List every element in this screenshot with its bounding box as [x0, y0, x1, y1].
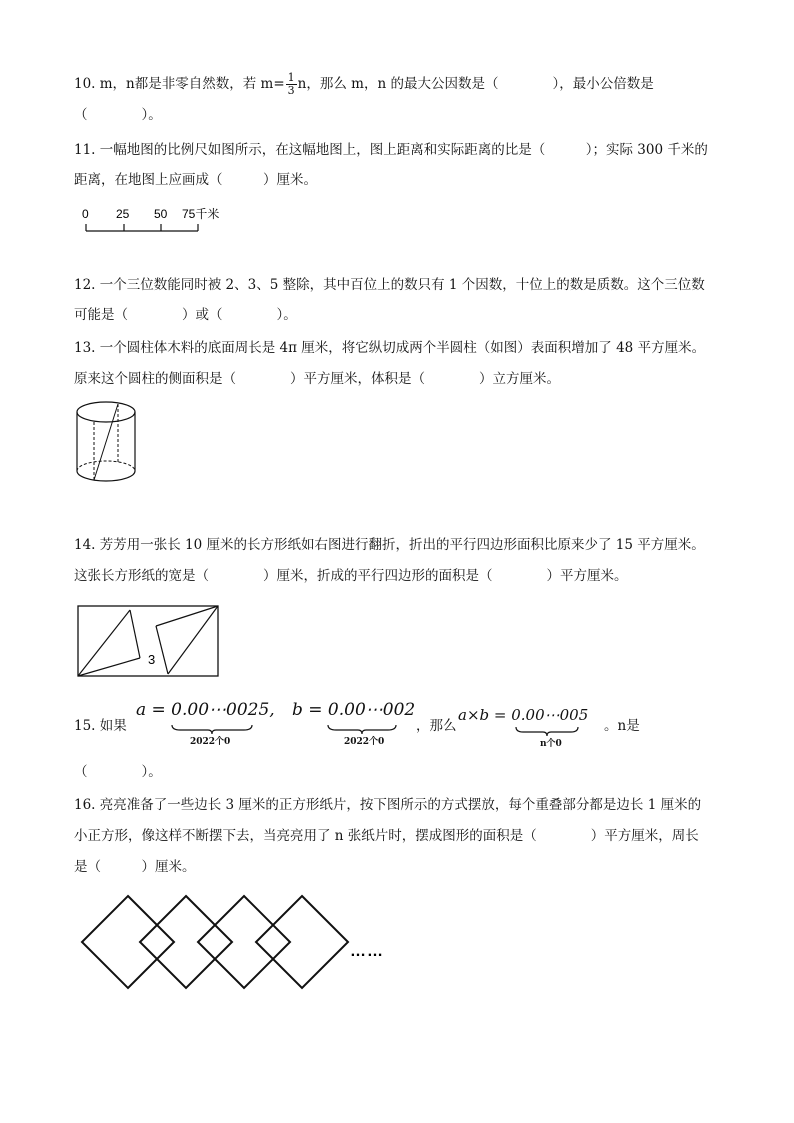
q15-ab-brace-label: n个0	[540, 739, 562, 749]
square-1	[82, 896, 174, 988]
q10-text-a: 10. m，n都是非零自然数，若 m=	[74, 76, 285, 92]
scale-label-25: 25	[116, 207, 130, 221]
continuation-ellipsis: ……	[350, 943, 384, 960]
fold-line-right	[168, 606, 218, 674]
q15-mid: ，那么	[416, 718, 457, 734]
q10-text-b: n，那么 m，n 的最大公因数是（ ），最小公倍数是	[297, 76, 654, 92]
figure-label-3: 3	[148, 652, 156, 667]
q10-line1	[74, 72, 654, 97]
cylinder-figure	[72, 398, 144, 488]
cylinder-bottom-back	[77, 461, 135, 471]
q16-line1: 16. 亮亮准备了一些边长 3 厘米的正方形纸片，按下图所示的方式摆放，每个重叠部分都是边长 1 厘米的	[74, 797, 702, 813]
q15-ab-expression	[458, 706, 589, 749]
q14-line1: 14. 芳芳用一张长 10 厘米的长方形纸如右图进行翻折，折出的平行四边形面积比原来少了 15 平方厘米。	[74, 537, 705, 553]
q15-b-brace	[326, 724, 398, 734]
q13-line2: 原来这个圆柱的侧面积是（ ）平方厘米，体积是（ ）立方厘米。	[74, 371, 560, 387]
fold-base-left	[78, 658, 140, 676]
q12-line2: 可能是（ ）或（ ）。	[74, 307, 297, 323]
q10-fraction	[286, 72, 297, 97]
q15-suffix: 。n是	[604, 718, 640, 734]
cylinder-cut-front	[94, 404, 118, 480]
q15-b-expression	[292, 700, 416, 747]
q15-ab-brace	[514, 726, 580, 736]
q13-line1: 13. 一个圆柱体木料的底面周长是 4π 厘米，将它纵切成两个半圆柱（如图）表面积增加了 48 平方厘米。	[74, 340, 706, 356]
q11-line2: 距离，在地图上应画成（ ）厘米。	[74, 172, 317, 188]
overlapping-squares-figure	[70, 888, 410, 998]
cylinder-bottom-front	[77, 471, 135, 481]
q12-line1: 12. 一个三位数能同时被 2、3、5 整除，其中百位上的数只有 1 个因数，十位上的数是质数。这个三位数	[74, 277, 705, 293]
square-4	[256, 896, 348, 988]
scale-label-75: 75千米	[182, 207, 220, 221]
q15-b-equation: b = 0.00⋯002	[292, 700, 416, 720]
scale-bar-figure	[78, 204, 238, 236]
q16-line2: 小正方形，像这样不断摆下去，当亮亮用了 n 张纸片时，摆成图形的面积是（ ）平方厘米，周长	[74, 828, 699, 844]
fold-line-left	[78, 610, 130, 676]
cylinder-top	[77, 402, 135, 422]
q15-a-brace	[170, 724, 254, 734]
q16-line3: 是（ ）厘米。	[74, 859, 196, 875]
square-2	[140, 896, 232, 988]
q10-frac-den: 3	[287, 84, 295, 97]
q15-b-brace-label: 2022个0	[344, 737, 385, 747]
scale-label-0: 0	[82, 207, 89, 221]
square-3	[198, 896, 290, 988]
fold-base-right	[156, 606, 218, 626]
q15-ab-equation: a×b = 0.00⋯005	[458, 706, 589, 724]
q11-line1: 11. 一幅地图的比例尺如图所示，在这幅地图上，图上距离和实际距离的比是（ ）；实际 300 千米的	[74, 142, 708, 158]
q15-prefix: 15. 如果	[74, 718, 127, 734]
q15-a-equation: a = 0.00⋯0025,	[136, 700, 275, 720]
fold-edge-right	[156, 626, 168, 674]
q10-line2: （ ）。	[74, 107, 162, 123]
q14-line2: 这张长方形纸的宽是（ ）厘米，折成的平行四边形的面积是（ ）平方厘米。	[74, 568, 628, 584]
scale-label-50: 50	[154, 207, 168, 221]
fold-edge-left	[130, 610, 140, 658]
q15-line2: （ ）。	[74, 764, 162, 780]
q10-frac-num: 1	[287, 71, 295, 84]
q15-a-brace-label: 2022个0	[190, 737, 231, 747]
q15-a-expression	[136, 700, 275, 747]
folded-rectangle-figure	[76, 604, 222, 678]
